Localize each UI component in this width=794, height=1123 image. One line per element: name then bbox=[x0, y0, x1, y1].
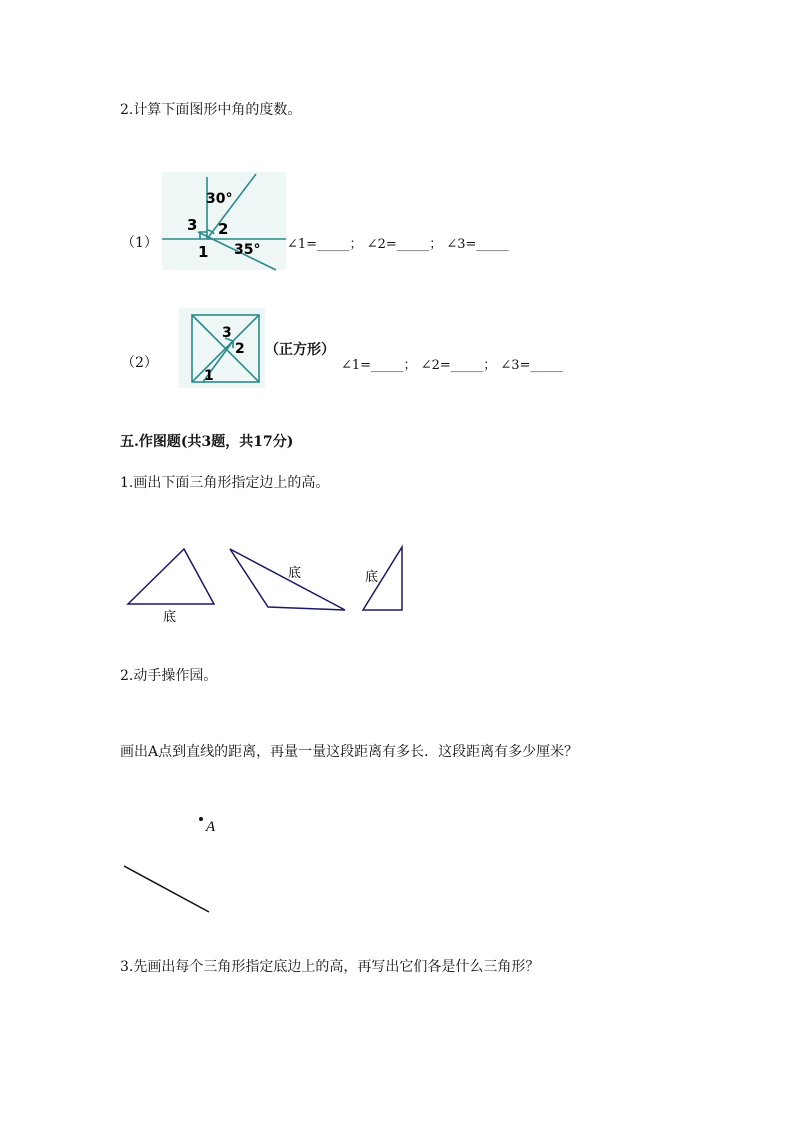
label-2: 2 bbox=[218, 220, 229, 238]
straight-line bbox=[124, 866, 209, 912]
point-a-dot bbox=[199, 817, 203, 821]
question-title: 1.画出下面三角形指定边上的高。 bbox=[120, 475, 330, 491]
label-3: 3 bbox=[222, 325, 232, 341]
label-1: 1 bbox=[204, 368, 214, 384]
figure-number: （2） bbox=[121, 355, 158, 371]
figure-caption: （正方形） bbox=[265, 342, 335, 358]
label-35: 35° bbox=[234, 242, 261, 258]
question-title: 2.计算下面图形中角的度数。 bbox=[120, 102, 302, 118]
base-label-2: 底 bbox=[288, 566, 302, 581]
triangles-figure bbox=[120, 540, 410, 630]
angle-figure-1 bbox=[162, 172, 286, 270]
section-heading: 五.作图题(共3题，共17分) bbox=[120, 434, 294, 450]
label-30: 30° bbox=[206, 191, 233, 207]
question-title: 2.动手操作园。 bbox=[120, 668, 218, 684]
label-1: 1 bbox=[198, 243, 209, 261]
instruction-text: 画出A点到直线的距离，再量一量这段距离有多长．这段距离有多少厘米？ bbox=[120, 744, 579, 760]
base-label-3: 底 bbox=[365, 570, 379, 585]
label-2: 2 bbox=[235, 341, 245, 357]
answer-line: ∠1=_____； ∠2=_____； ∠3=_____ bbox=[341, 358, 563, 373]
point-line-figure bbox=[118, 808, 228, 918]
triangle-1 bbox=[128, 549, 214, 604]
question-title: 3.先画出每个三角形指定底边上的高，再写出它们各是什么三角形？ bbox=[120, 959, 540, 975]
answer-line: ∠1=_____； ∠2=_____； ∠3=_____ bbox=[287, 237, 509, 252]
square-figure bbox=[179, 308, 265, 388]
base-label-1: 底 bbox=[163, 610, 177, 625]
label-3: 3 bbox=[187, 216, 198, 234]
point-a-label: A bbox=[206, 819, 216, 835]
figure-number: （1） bbox=[121, 235, 158, 251]
